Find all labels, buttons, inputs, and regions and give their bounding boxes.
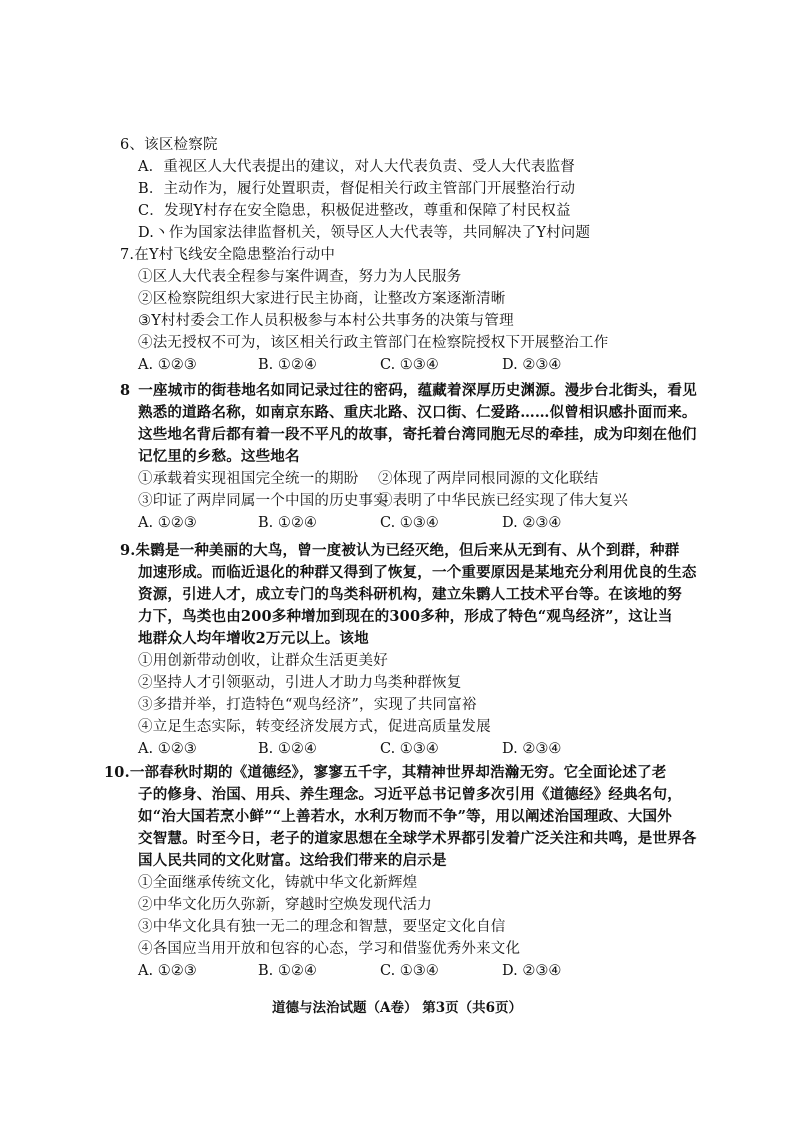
- stem-line: 国人民共同的文化财富。这给我们带来的启示是: [138, 852, 447, 869]
- statement-4: ④法无授权不可为，该区相关行政主管部门在检察院授权下开展整治工作: [138, 335, 609, 351]
- stem-line: 交智慧。时至今日，老子的道家思想在全球学术界都引发着广泛关注和共鸣，是世界各: [138, 830, 697, 847]
- question-9-stem: 9.朱鹮是一种美丽的大鸟，曾一度被认为已经灭绝，但后来从无到有、从个到群，种群: [120, 542, 680, 559]
- question-number: 8: [120, 382, 131, 399]
- choice-c: C．发现Y村存在安全隐患，积极促进整改，尊重和保障了村民权益: [138, 203, 571, 219]
- option-a: A. ①②③: [138, 515, 197, 531]
- option-d: D. ②③④: [502, 357, 562, 373]
- option-a: A. ①②③: [138, 741, 197, 757]
- statement-2: ②体现了两岸同根同源的文化联结: [378, 471, 599, 487]
- stem-line: 加速形成。而临近退化的种群又得到了恢复，一个重要原因是某地充分利用优良的生态: [138, 564, 697, 581]
- option-b: B. ①②④: [258, 357, 317, 373]
- statement-3: ③印证了两岸同属一个中国的历史事实: [138, 493, 388, 509]
- stem-line: 地群众人均年增收2万元以上。该地: [138, 630, 369, 647]
- stem-line: 这些地名背后都有着一段不平凡的故事，寄托着台湾同胞无尽的牵挂，成为印刻在他们: [138, 426, 697, 443]
- statement-2: ②中华文化历久弥新，穿越时空焕发现代活力: [138, 897, 432, 913]
- stem-line: 记忆里的乡愁。这些地名: [138, 448, 300, 465]
- option-a: A. ①②③: [138, 963, 197, 979]
- statement-4: ④立足生态实际，转变经济发展方式，促进高质量发展: [138, 719, 491, 735]
- statement-1: ①承载着实现祖国完全统一的期盼: [138, 471, 359, 487]
- question-number: 7.: [120, 247, 135, 263]
- statement-2: ②坚持人才引领驱动，引进人才助力鸟类种群恢复: [138, 675, 462, 691]
- question-8-stem: 8 一座城市的街巷地名如同记录过往的密码，蕴藏着深厚历史渊源。漫步台北街头，看见: [120, 382, 697, 399]
- question-7-stem: 7.在Y村飞线安全隐患整治行动中: [120, 247, 336, 263]
- statement-1: ①全面继承传统文化，铸就中华文化新辉煌: [138, 875, 418, 891]
- statement-3: ③中华文化具有独一无二的理念和智慧，要坚定文化自信: [138, 919, 506, 935]
- question-number: 9.: [120, 542, 136, 559]
- stem-line: 力下，鸟类也由200多种增加到现在的300多种，形成了特色“观鸟经济”，这让当: [138, 608, 673, 625]
- question-number: 6、: [120, 137, 145, 153]
- choice-b: B．主动作为，履行处置职责，督促相关行政主管部门开展整治行动: [138, 181, 576, 197]
- statement-3: ③Y村村委会工作人员积极参与本村公共事务的决策与管理: [138, 313, 514, 329]
- option-b: B. ①②④: [258, 515, 317, 531]
- option-b: B. ①②④: [258, 741, 317, 757]
- choice-d: D.丶作为国家法律监督机关，领导区人大代表等，共同解决了Y村问题: [138, 225, 591, 241]
- option-d: D. ②③④: [502, 515, 562, 531]
- question-number: 10.: [104, 764, 130, 781]
- choice-a: A．重视区人大代表提出的建议，对人大代表负责、受人大代表监督: [138, 159, 575, 175]
- option-d: D. ②③④: [502, 741, 562, 757]
- stem-line: 如“治大国若烹小鲜”“上善若水，水利万物而不争”等，用以阐述治国理政、大国外: [138, 808, 672, 825]
- option-b: B. ①②④: [258, 963, 317, 979]
- statement-1: ①区人大代表全程参与案件调查，努力为人民服务: [138, 269, 462, 285]
- option-c: C. ①③④: [380, 357, 439, 373]
- option-c: C. ①③④: [380, 963, 439, 979]
- option-c: C. ①③④: [380, 515, 439, 531]
- stem-line: 资源，引进人才，成立专门的鸟类科研机构，建立朱鹮人工技术平台等。在该地的努: [138, 586, 682, 603]
- stem-line: 熟悉的道路名称，如南京东路、重庆北路、汉口街、仁爱路……似曾相识感扑面而来。: [138, 404, 697, 421]
- option-c: C. ①③④: [380, 741, 439, 757]
- option-d: D. ②③④: [502, 963, 562, 979]
- statement-3: ③多措并举，打造特色“观鸟经济”，实现了共同富裕: [138, 697, 477, 713]
- question-6-stem: 6、该区检察院: [120, 137, 218, 153]
- statement-2: ②区检察院组织大家进行民主协商，让整改方案逐渐清晰: [138, 291, 506, 307]
- statement-4: ④表明了中华民族已经实现了伟大复兴: [378, 493, 628, 509]
- stem-line: 子的修身、治国、用兵、养生理念。习近平总书记曾多次引用《道德经》经典名句，: [138, 786, 682, 803]
- statement-1: ①用创新带动创收，让群众生活更美好: [138, 653, 388, 669]
- option-a: A. ①②③: [138, 357, 197, 373]
- page-footer: 道德与法治试题（A卷） 第3页（共6页）: [272, 1000, 522, 1016]
- statement-4: ④各国应当用开放和包容的心态，学习和借鉴优秀外来文化: [138, 941, 521, 957]
- question-10-stem: 10.一部春秋时期的《道德经》，寥寥五千字，其精神世界却浩瀚无穷。它全面论述了老: [104, 764, 667, 781]
